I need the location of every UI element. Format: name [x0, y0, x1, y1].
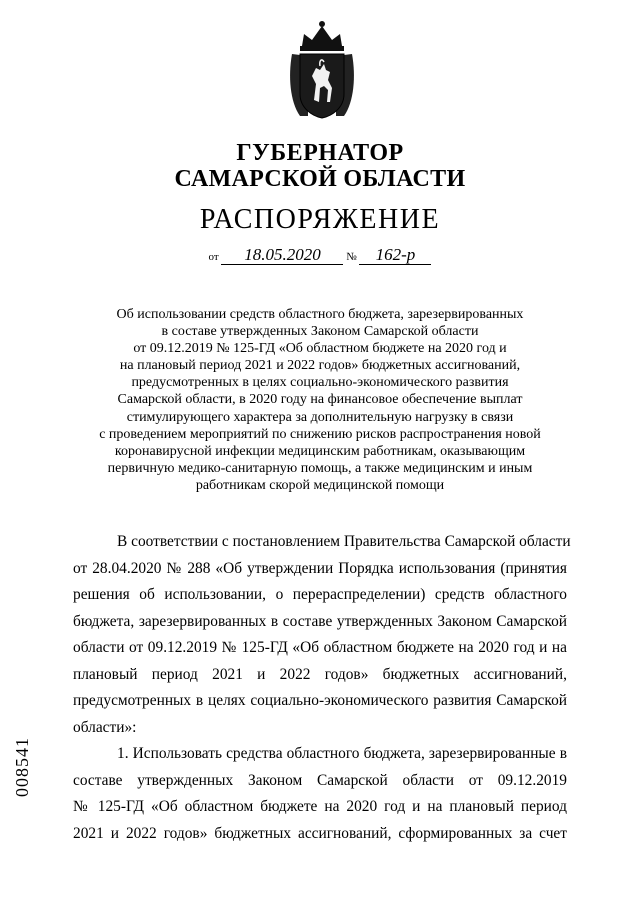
body-line: составе утвержденных Законом Самарской области от 09.12.2019 — [73, 771, 567, 789]
body-line: 1. Использовать средства областного бюджета, зарезервированные в — [117, 745, 567, 762]
document-subject — [60, 306, 580, 494]
document-type: РАСПОРЯЖЕНИЕ — [199, 204, 441, 235]
issuer-title-line1: ГУБЕРНАТОР — [236, 140, 404, 166]
body-line: предусмотренных в целях социально-экономического развития Самарской — [73, 692, 567, 709]
issuer-title-line2: САМАРСКОЙ ОБЛАСТИ — [174, 166, 466, 192]
subject-line: Самарской области, в 2020 году на финансовое обеспечение выплат — [117, 392, 523, 408]
subject-line: на плановый период 2021 и 2022 годов» бюджетных ассигнований, — [119, 358, 521, 374]
subject-line: с проведением мероприятий по снижению рисков распространения новой — [99, 426, 541, 442]
body-line: плановый период 2021 и 2022 годов» бюджетных ассигнований, — [73, 665, 567, 683]
body-line: № 125-ГД «Об областном бюджете на 2020 год и на плановый период — [73, 798, 567, 815]
subject-line: в составе утвержденных Законом Самарской области — [161, 324, 479, 340]
subject-line: предусмотренных в целях социально-экономического развития — [131, 375, 509, 391]
subject-line: стимулирующего характера за дополнительную нагрузку в связи — [126, 409, 514, 425]
subject-line: от 09.12.2019 № 125-ГД «Об областном бюджете на 2020 год и — [133, 341, 507, 357]
document-date: 18.05.2020 — [221, 246, 343, 265]
body-line: области от 09.12.2019 № 125-ГД «Об областном бюджете на 2020 год и на — [73, 639, 567, 656]
subject-line: первичную медико-санитарную помощь, а также медицинским и иным — [107, 460, 533, 476]
coat-of-arms-emblem — [286, 16, 358, 120]
subject-line: работникам скорой медицинской помощи — [195, 477, 445, 493]
body-line: решения об использовании, о перераспределении) средств областного — [73, 586, 567, 603]
body-line: области»: — [73, 718, 137, 736]
date-number-line — [0, 246, 640, 265]
document-body — [73, 529, 571, 847]
subject-line: коронавирусной инфекции медицинским работникам, оказывающим — [114, 443, 526, 459]
body-line: от 28.04.2020 № 288 «Об утверждении Порядка использования (принятия — [73, 559, 567, 577]
number-prefix: № — [346, 251, 357, 263]
registration-stamp-number: 008541 — [12, 737, 32, 797]
body-line: 2021 и 2022 годов» бюджетных ассигнований, сформированных за счет — [73, 824, 567, 842]
body-line: В соответствии с постановлением Правительства Самарской области — [117, 533, 571, 550]
document-number: 162-р — [359, 246, 431, 265]
body-line: бюджета, зарезервированных в составе утвержденных Законом Самарской — [73, 612, 567, 630]
date-prefix: от — [208, 251, 219, 263]
subject-line: Об использовании средств областного бюджета, зарезервированных — [116, 307, 524, 322]
